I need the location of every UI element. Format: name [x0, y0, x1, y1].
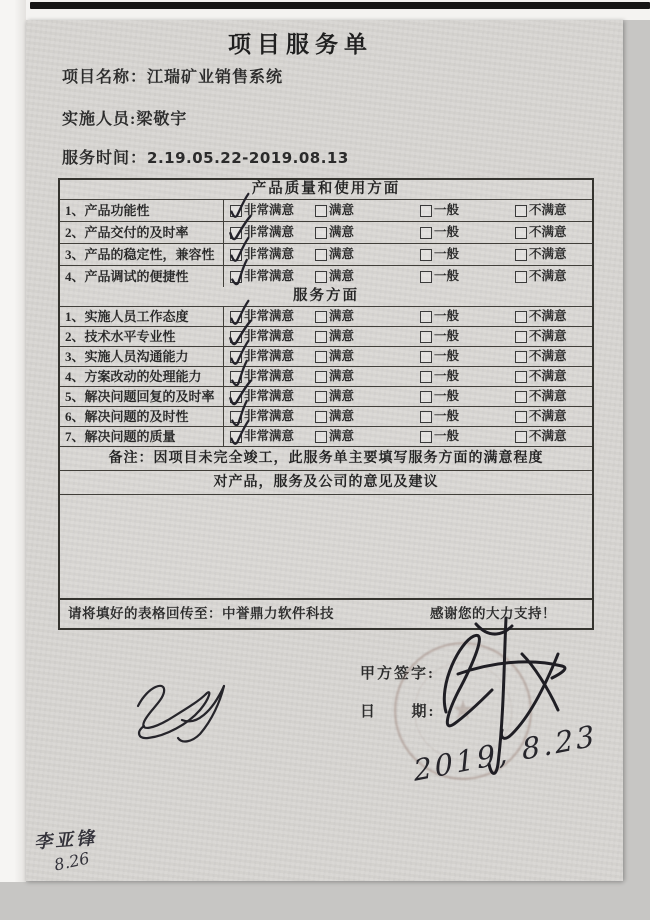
rating-option-label: 一般: [434, 369, 460, 383]
table-section: [60, 180, 592, 287]
handwritten-date: 2019, 8.23: [412, 718, 599, 788]
rating-option-label: 不满意: [529, 389, 567, 403]
rating-option-label: 非常满意: [244, 225, 295, 239]
rating-options: [224, 266, 592, 287]
checkbox-icon: [315, 431, 327, 443]
rating-option: [230, 427, 294, 446]
checkbox-icon: [230, 227, 242, 239]
rating-options: [224, 200, 592, 221]
checkbox-icon: [230, 351, 242, 363]
rating-option: [515, 327, 567, 346]
field-value: 梁敬宇: [136, 111, 188, 128]
rating-option: [515, 244, 567, 265]
row-label: 2、产品交付的及时率: [60, 222, 224, 243]
row-label: 4、产品调试的便捷性: [60, 266, 224, 287]
checkbox-icon: [230, 411, 242, 423]
section-header: 产品质量和使用方面: [251, 181, 401, 197]
rating-option-label: 满意: [329, 409, 355, 423]
rating-option: [230, 244, 294, 265]
checkbox-icon: [315, 205, 327, 217]
checkbox-icon: [420, 351, 432, 363]
checkbox-icon: [230, 311, 242, 323]
footer-thanks-note: 感谢您的大力支持！: [430, 606, 556, 621]
row-label: 4、方案改动的处理能力: [60, 367, 224, 386]
row-label: 6、解决问题的及时性: [60, 407, 224, 426]
checkbox-icon: [420, 205, 432, 217]
table-section: [60, 287, 592, 446]
checkbox-icon: [420, 271, 432, 283]
rating-option: [420, 307, 459, 326]
row-label: 3、产品的稳定性，兼容性: [60, 244, 224, 265]
rating-option-label: 一般: [434, 269, 460, 283]
checkbox-icon: [420, 249, 432, 261]
row-label: 7、解决问题的质量: [60, 427, 224, 446]
rating-table: [58, 178, 594, 630]
rating-option-label: 非常满意: [244, 247, 295, 261]
table-row: [60, 221, 592, 243]
rating-option: [230, 387, 294, 406]
rating-options: [224, 244, 592, 265]
rating-option: [315, 266, 354, 287]
rating-option-label: 不满意: [529, 429, 567, 443]
field-label: 服务时间：: [62, 150, 148, 167]
field-value: 2.19.05.22-2019.08.13: [147, 149, 349, 167]
row-label: 5、解决问题回复的及时率: [60, 387, 224, 406]
rating-option: [420, 200, 459, 221]
rating-option-label: 一般: [434, 203, 460, 217]
rating-option: [515, 347, 567, 366]
rating-option-label: 非常满意: [244, 269, 295, 283]
rating-option: [420, 427, 459, 446]
rating-option: [315, 387, 354, 406]
rating-option-label: 不满意: [529, 203, 567, 217]
rating-options: [224, 347, 592, 366]
suggestion-header-row: 对产品，服务及公司的意见及建议: [60, 470, 592, 494]
rating-options: [224, 222, 592, 243]
checkbox-icon: [230, 391, 242, 403]
rating-option: [315, 347, 354, 366]
checkbox-icon: [230, 205, 242, 217]
rating-option-label: 不满意: [529, 349, 567, 363]
handwritten-scribble-icon: [112, 668, 247, 763]
field-label: 实施人员:: [62, 111, 137, 128]
rating-option: [420, 367, 459, 386]
checkbox-icon: [315, 371, 327, 383]
rating-option-label: 满意: [329, 309, 355, 323]
rating-option: [420, 347, 459, 366]
rating-option-label: 一般: [434, 225, 460, 239]
table-row: [60, 346, 592, 366]
rating-option-label: 一般: [434, 429, 460, 443]
checkbox-icon: [420, 431, 432, 443]
rating-option: [315, 367, 354, 386]
field-project-name: [62, 64, 283, 87]
checkbox-icon: [315, 331, 327, 343]
rating-option-label: 非常满意: [244, 349, 295, 363]
rating-option-label: 不满意: [529, 329, 567, 343]
date-label: 日 期:: [360, 704, 436, 720]
rating-option-label: 一般: [434, 349, 460, 363]
checkbox-icon: [315, 351, 327, 363]
rating-option-label: 不满意: [529, 309, 567, 323]
checkbox-icon: [420, 411, 432, 423]
field-value: 江瑞矿业销售系统: [147, 69, 284, 86]
rating-option: [230, 367, 294, 386]
rating-options: [224, 427, 592, 446]
checkbox-icon: [515, 411, 527, 423]
row-label: 1、产品功能性: [60, 200, 224, 221]
rating-options: [224, 407, 592, 426]
rating-option: [515, 407, 567, 426]
checkbox-icon: [230, 331, 242, 343]
scanner-edge-bar: [30, 2, 650, 9]
rating-options: [224, 367, 592, 386]
handwritten-date-note: 8.26: [52, 848, 92, 875]
rating-option-label: 一般: [434, 329, 460, 343]
rating-option: [420, 266, 459, 287]
remark-row: 备注：因项目未完全竣工，此服务单主要填写服务方面的满意程度: [60, 446, 592, 470]
checkbox-icon: [515, 351, 527, 363]
checkbox-icon: [230, 249, 242, 261]
rating-option: [515, 200, 567, 221]
checkbox-icon: [315, 311, 327, 323]
checkbox-icon: [315, 271, 327, 283]
rating-option: [515, 387, 567, 406]
checkbox-icon: [420, 391, 432, 403]
rating-option: [420, 387, 459, 406]
rating-option-label: 满意: [329, 225, 355, 239]
checkbox-icon: [515, 431, 527, 443]
rating-option-label: 满意: [329, 269, 355, 283]
rating-option: [315, 427, 354, 446]
checkbox-icon: [230, 271, 242, 283]
rating-option: [230, 347, 294, 366]
table-row: [60, 199, 592, 221]
checkbox-icon: [230, 371, 242, 383]
checkbox-icon: [315, 411, 327, 423]
checkbox-icon: [515, 331, 527, 343]
rating-option-label: 不满意: [529, 247, 567, 261]
rating-option: [515, 427, 567, 446]
rating-option-label: 非常满意: [244, 309, 295, 323]
rating-option-label: 满意: [329, 349, 355, 363]
rating-option-label: 非常满意: [244, 369, 295, 383]
checkbox-icon: [515, 311, 527, 323]
checkbox-icon: [515, 205, 527, 217]
checkbox-icon: [515, 227, 527, 239]
comments-empty-box: [60, 494, 592, 598]
checkbox-icon: [230, 431, 242, 443]
rating-option: [420, 407, 459, 426]
rating-option: [420, 327, 459, 346]
checkbox-icon: [515, 249, 527, 261]
rating-option-label: 满意: [329, 329, 355, 343]
footer-return-note: 请将填好的表格回传至：中誉鼎力软件科技: [68, 606, 334, 621]
rating-option-label: 一般: [434, 247, 460, 261]
rating-option-label: 满意: [329, 429, 355, 443]
table-row: [60, 306, 592, 326]
checkbox-icon: [315, 227, 327, 239]
rating-option-label: 满意: [329, 389, 355, 403]
rating-option-label: 非常满意: [244, 429, 295, 443]
rating-option-label: 非常满意: [244, 409, 295, 423]
rating-option: [315, 307, 354, 326]
rating-option: [230, 327, 294, 346]
rating-option: [515, 266, 567, 287]
rating-option: [315, 222, 354, 243]
rating-option: [515, 307, 567, 326]
rating-options: [224, 307, 592, 326]
rating-options: [224, 387, 592, 406]
rating-option: [420, 222, 459, 243]
rating-option: [315, 244, 354, 265]
checkbox-icon: [420, 331, 432, 343]
handwritten-name-note: 李亚锋: [33, 827, 98, 853]
checkbox-icon: [420, 311, 432, 323]
page-title: 项目服务单: [228, 32, 373, 57]
rating-option: [315, 327, 354, 346]
table-row: [60, 426, 592, 446]
rating-option-label: 一般: [434, 309, 460, 323]
rating-option: [315, 200, 354, 221]
row-label: 2、技术水平专业性: [60, 327, 224, 346]
rating-option-label: 不满意: [529, 369, 567, 383]
field-label: 项目名称：: [62, 69, 148, 86]
rating-table-rows: [60, 180, 592, 446]
rating-option: [515, 367, 567, 386]
checkbox-icon: [515, 371, 527, 383]
table-row: [60, 265, 592, 287]
table-footer-row: [60, 598, 592, 628]
rating-option-label: 满意: [329, 247, 355, 261]
rating-option-label: 不满意: [529, 409, 567, 423]
checkbox-icon: [315, 391, 327, 403]
table-row: [60, 326, 592, 346]
checkbox-icon: [315, 249, 327, 261]
rating-option: [420, 244, 459, 265]
rating-option-label: 满意: [329, 369, 355, 383]
table-row: [60, 406, 592, 426]
scanned-document-page: [26, 20, 623, 881]
rating-option: [515, 222, 567, 243]
field-implementer: [62, 106, 187, 129]
rating-option-label: 非常满意: [244, 329, 295, 343]
rating-option-label: 满意: [329, 203, 355, 217]
checkbox-icon: [420, 371, 432, 383]
scan-left-margin: [0, 0, 26, 882]
checkbox-icon: [420, 227, 432, 239]
rating-option: [230, 407, 294, 426]
rating-options: [224, 327, 592, 346]
row-label: 3、实施人员沟通能力: [60, 347, 224, 366]
table-row: [60, 386, 592, 406]
rating-option: [230, 200, 294, 221]
rating-option-label: 非常满意: [244, 203, 295, 217]
rating-option-label: 非常满意: [244, 389, 295, 403]
rating-option-label: 一般: [434, 409, 460, 423]
table-row: [60, 366, 592, 386]
rating-option: [230, 266, 294, 287]
checkbox-icon: [515, 271, 527, 283]
checkbox-icon: [515, 391, 527, 403]
field-service-period: [62, 145, 349, 168]
rating-option: [230, 222, 294, 243]
rating-option-label: 不满意: [529, 225, 567, 239]
rating-option: [315, 407, 354, 426]
row-label: 1、实施人员工作态度: [60, 307, 224, 326]
rating-option-label: 不满意: [529, 269, 567, 283]
rating-option: [230, 307, 294, 326]
table-row: [60, 243, 592, 265]
rating-option-label: 一般: [434, 389, 460, 403]
party-signature-label: 甲方签字:: [360, 666, 435, 682]
section-header: 服务方面: [293, 288, 359, 304]
